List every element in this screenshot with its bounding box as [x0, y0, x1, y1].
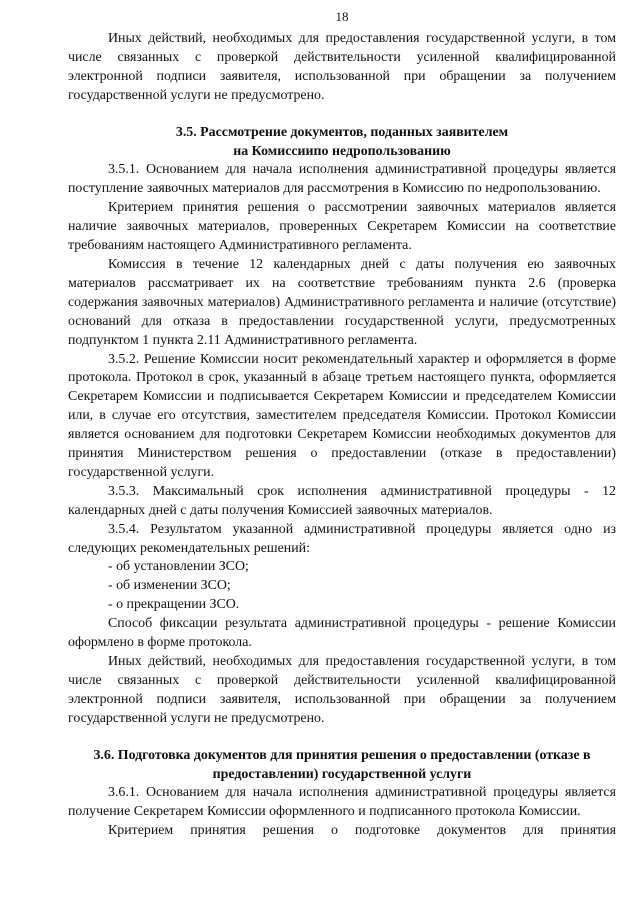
- section-spacer: [68, 729, 616, 747]
- paragraph: 3.5.1. Основанием для начала исполнения административной процедуры является поступление заявочных материалов для рассмотрения в Комиссию по недропользованию.: [68, 162, 616, 197]
- list-item: - об установлении ЗСО;: [108, 559, 249, 575]
- document-body: [68, 30, 616, 841]
- paragraph: Иных действий, необходимых для предоставления государственной услуги, в том числе связанных с проверкой действительности усиленной квалифицированной электронной подписи заявителя, использованной при обращении за получением государственной услуги не предусмотрено.: [68, 654, 616, 726]
- paragraph: Иных действий, необходимых для предоставления государственной услуги, в том числе связанных с проверкой действительности усиленной квалифицированной электронной подписи заявителя, использованной при обращении за получением государственной услуги не предусмотрено.: [68, 31, 616, 103]
- page-number: 18: [335, 9, 349, 24]
- section-spacer: [68, 106, 616, 124]
- section-heading: [68, 747, 616, 785]
- section-heading-line: 3.6. Подготовка документов для принятия решения о предоставлении (отказе в: [93, 747, 591, 763]
- paragraph: Критерием принятия решения о рассмотрении заявочных материалов является наличие заявочных материалов, проверенных Секретарем Комиссии на соответствие требованиям настоящего Административного регламента.: [68, 200, 616, 254]
- paragraph: Критерием принятия решения о подготовке документов для принятия: [108, 823, 616, 839]
- paragraph: 3.5.4. Результатом указанной административной процедуры является одно из следующих рекомендательных решений:: [68, 521, 616, 556]
- section-heading: [68, 124, 616, 162]
- section-heading-line: предоставлении) государственной услуги: [212, 766, 472, 782]
- list-item: - о прекращении ЗСО.: [108, 597, 240, 613]
- paragraph: Способ фиксации результата административной процедуры - решение Комиссии оформлено в форме протокола.: [68, 616, 616, 651]
- paragraph: 3.5.3. Максимальный срок исполнения административной процедуры - 12 календарных дней с даты получения Комиссией заявочных материалов.: [68, 483, 616, 518]
- section-heading-line: 3.5. Рассмотрение документов, поданных заявителем: [175, 124, 509, 140]
- paragraph: 3.6.1. Основанием для начала исполнения административной процедуры является получение Секретарем Комиссии оформленного и подписанного протокола Комиссии.: [68, 785, 616, 820]
- list-item: - об изменении ЗСО;: [108, 578, 231, 594]
- section-heading-line: на Комиссиипо недропользованию: [233, 143, 451, 159]
- paragraph: 3.5.2. Решение Комиссии носит рекомендательный характер и оформляется в форме протокола. Протокол в срок, указанный в абзаце третьем настоящего пункта, оформляется Секретарем Комиссии и подписывается Секретарем Комиссии и председателем Комиссии или, в случае его отсутствия, заместителем председателя Комиссии. Протокол Комиссии является основанием для подготовки Секретарем Комиссии необходимых документов для принятия Министерством решения о предоставлении (отказе в предоставлении) государственной услуги.: [68, 351, 616, 480]
- paragraph: Комиссия в течение 12 календарных дней с даты получения ею заявочных материалов рассматривает их на соответствие требованиям пункта 2.6 (проверка содержания заявочных материалов) Административного регламента и наличие (отсутствие) оснований для отказа в предоставлении государственной услуги, предусмотренных подпунктом 1 пункта 2.11 Административного регламента.: [68, 256, 616, 348]
